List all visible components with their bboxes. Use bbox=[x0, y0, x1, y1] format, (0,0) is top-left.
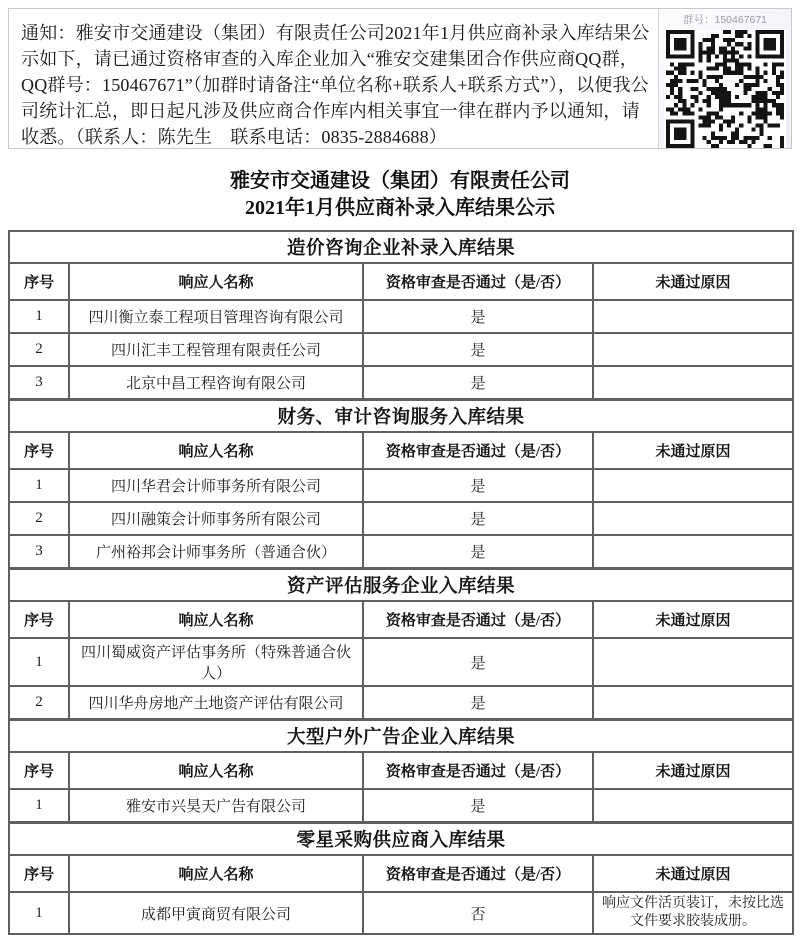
column-header: 响应人名称 bbox=[69, 752, 363, 789]
qualification-result-cell: 是 bbox=[363, 789, 593, 822]
table-row bbox=[9, 469, 793, 502]
results-table-section bbox=[8, 568, 794, 720]
section-title: 造价咨询企业补录入库结果 bbox=[9, 231, 793, 263]
qualification-result-cell: 是 bbox=[363, 300, 593, 333]
column-header: 资格审查是否通过（是/否） bbox=[363, 263, 593, 300]
row-index-cell: 1 bbox=[9, 469, 69, 502]
column-header: 响应人名称 bbox=[69, 855, 363, 892]
column-header: 序号 bbox=[9, 432, 69, 469]
notice-text: 通知：雅安市交通建设（集团）有限责任公司2021年1月供应商补录入库结果公示如下，请已通过资格审查的入库企业加入“雅安交建集团合作供应商QQ群，QQ群号：150467671”（加群时请备注“单位名称+联系人+联系方式”），以便我公司统计汇总，即日起凡涉及供应商合作库内相关事宜一律在群内予以通知，请收悉。（联系人：陈先生 联系电话：0835-2884688） bbox=[21, 23, 650, 147]
fail-reason-cell bbox=[593, 686, 793, 719]
qr-panel bbox=[658, 9, 791, 148]
qualification-result-cell: 是 bbox=[363, 333, 593, 366]
respondent-name-cell: 四川汇丰工程管理有限责任公司 bbox=[69, 333, 363, 366]
column-header: 资格审查是否通过（是/否） bbox=[363, 752, 593, 789]
table-row bbox=[9, 300, 793, 333]
fail-reason-cell bbox=[593, 469, 793, 502]
column-header-row bbox=[9, 855, 793, 892]
qualification-result-cell: 是 bbox=[363, 366, 593, 399]
fail-reason-cell bbox=[593, 300, 793, 333]
fail-reason-cell bbox=[593, 366, 793, 399]
respondent-name-cell: 四川华君会计师事务所有限公司 bbox=[69, 469, 363, 502]
respondent-name-cell: 成都甲寅商贸有限公司 bbox=[69, 892, 363, 934]
section-title-row bbox=[9, 231, 793, 263]
respondent-name-cell: 四川融策会计师事务所有限公司 bbox=[69, 502, 363, 535]
column-header-row bbox=[9, 752, 793, 789]
fail-reason-cell bbox=[593, 502, 793, 535]
row-index-cell: 1 bbox=[9, 300, 69, 333]
qualification-result-cell: 是 bbox=[363, 638, 593, 686]
column-header: 未通过原因 bbox=[593, 601, 793, 638]
results-table-section bbox=[8, 399, 794, 569]
column-header: 未通过原因 bbox=[593, 432, 793, 469]
column-header: 未通过原因 bbox=[593, 752, 793, 789]
section-title: 零星采购供应商入库结果 bbox=[9, 823, 793, 855]
results-tables bbox=[8, 230, 792, 935]
table-row bbox=[9, 502, 793, 535]
column-header: 资格审查是否通过（是/否） bbox=[363, 855, 593, 892]
column-header: 资格审查是否通过（是/否） bbox=[363, 432, 593, 469]
column-header: 资格审查是否通过（是/否） bbox=[363, 601, 593, 638]
results-table-section bbox=[8, 822, 794, 935]
row-index-cell: 2 bbox=[9, 502, 69, 535]
table-row bbox=[9, 789, 793, 822]
column-header: 序号 bbox=[9, 601, 69, 638]
respondent-name-cell: 四川衡立泰工程项目管理咨询有限公司 bbox=[69, 300, 363, 333]
column-header: 响应人名称 bbox=[69, 432, 363, 469]
respondent-name-cell: 四川华舟房地产土地资产评估有限公司 bbox=[69, 686, 363, 719]
column-header-row bbox=[9, 432, 793, 469]
section-title-row bbox=[9, 720, 793, 752]
notice-box bbox=[8, 8, 792, 149]
qualification-result-cell: 是 bbox=[363, 469, 593, 502]
respondent-name-cell: 四川蜀威资产评估事务所（特殊普通合伙人） bbox=[69, 638, 363, 686]
qualification-result-cell: 否 bbox=[363, 892, 593, 934]
results-table-section bbox=[8, 719, 794, 823]
section-title-row bbox=[9, 569, 793, 601]
column-header: 序号 bbox=[9, 752, 69, 789]
column-header: 未通过原因 bbox=[593, 855, 793, 892]
fail-reason-cell: 响应文件活页装订，未按比选文件要求胶装成册。 bbox=[593, 892, 793, 934]
respondent-name-cell: 广州裕邦会计师事务所（普通合伙） bbox=[69, 535, 363, 568]
row-index-cell: 1 bbox=[9, 892, 69, 934]
fail-reason-cell bbox=[593, 535, 793, 568]
table-row bbox=[9, 638, 793, 686]
table-row bbox=[9, 333, 793, 366]
section-title-row bbox=[9, 823, 793, 855]
qr-group-number-label: 群号：150467671 bbox=[682, 14, 768, 26]
fail-reason-cell bbox=[593, 789, 793, 822]
table-row bbox=[9, 892, 793, 934]
column-header: 序号 bbox=[9, 855, 69, 892]
row-index-cell: 2 bbox=[9, 333, 69, 366]
table-row bbox=[9, 686, 793, 719]
fail-reason-cell bbox=[593, 333, 793, 366]
row-index-cell: 2 bbox=[9, 686, 69, 719]
row-index-cell: 3 bbox=[9, 366, 69, 399]
section-title: 资产评估服务企业入库结果 bbox=[9, 569, 793, 601]
respondent-name-cell: 北京中昌工程咨询有限公司 bbox=[69, 366, 363, 399]
column-header: 响应人名称 bbox=[69, 263, 363, 300]
qualification-result-cell: 是 bbox=[363, 686, 593, 719]
table-row bbox=[9, 366, 793, 399]
section-title: 财务、审计咨询服务入库结果 bbox=[9, 400, 793, 432]
page-title bbox=[8, 168, 792, 222]
respondent-name-cell: 雅安市兴昊天广告有限公司 bbox=[69, 789, 363, 822]
fail-reason-cell bbox=[593, 638, 793, 686]
column-header: 未通过原因 bbox=[593, 263, 793, 300]
column-header-row bbox=[9, 263, 793, 300]
page-title-line1: 雅安市交通建设（集团）有限责任公司 bbox=[230, 170, 570, 192]
section-title: 大型户外广告企业入库结果 bbox=[9, 720, 793, 752]
qualification-result-cell: 是 bbox=[363, 535, 593, 568]
column-header: 响应人名称 bbox=[69, 601, 363, 638]
qq-group-qr-code-icon bbox=[664, 30, 786, 148]
table-row bbox=[9, 535, 793, 568]
row-index-cell: 3 bbox=[9, 535, 69, 568]
results-table-section bbox=[8, 230, 794, 400]
section-title-row bbox=[9, 400, 793, 432]
column-header: 序号 bbox=[9, 263, 69, 300]
page-title-line2: 2021年1月供应商补录入库结果公示 bbox=[245, 197, 555, 219]
column-header-row bbox=[9, 601, 793, 638]
row-index-cell: 1 bbox=[9, 638, 69, 686]
qualification-result-cell: 是 bbox=[363, 502, 593, 535]
row-index-cell: 1 bbox=[9, 789, 69, 822]
document-page bbox=[8, 0, 792, 935]
